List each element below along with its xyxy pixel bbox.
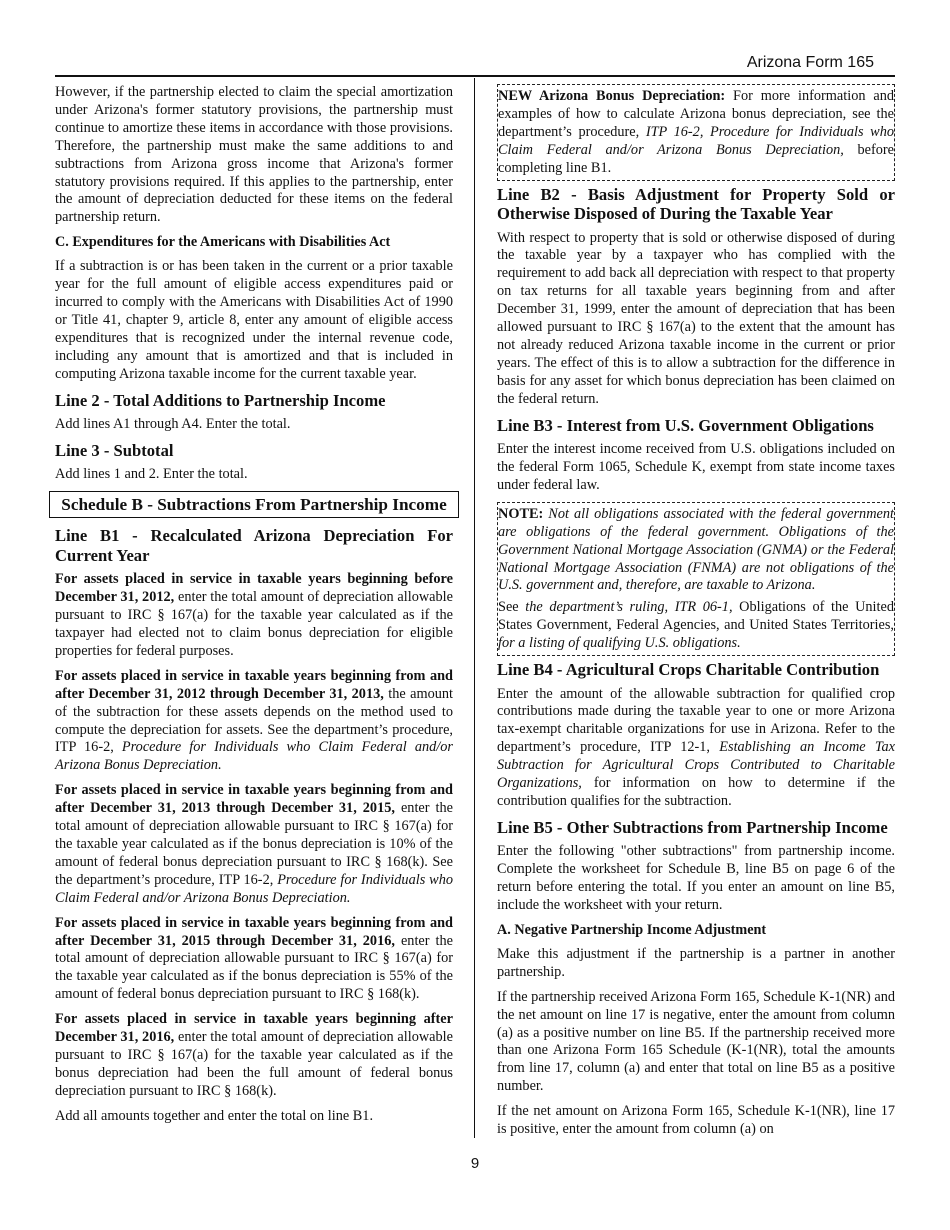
line-b3-heading: Line B3 - Interest from U.S. Government Obligations — [497, 415, 874, 435]
b1-p2-bold: For assets placed in service in taxable years beginning from and after December 31, 2012 through December 31, 2013, — [55, 667, 453, 702]
section-c-heading: C. Expenditures for the Americans with Disabilities Act — [55, 234, 391, 251]
bonus-box-italic: , ITP 16-2, Procedure for Individuals who Claim Federal and/or Arizona Bonus Depreciation, — [498, 123, 894, 158]
b1-paragraph-2 — [55, 668, 453, 775]
b1-paragraph-3 — [55, 782, 453, 907]
see-text-2: Obligations of the United States Government, Federal Agencies, and United States Territories, — [498, 599, 895, 634]
b1-p4-text: enter the total amount of depreciation allowable pursuant to IRC § 167(a) for the taxable year calculated as if the bonus depreciation is 55% of the amount of federal bonus depreciation pursuant to IRC § 168(k). — [55, 932, 454, 1003]
b1-p5-text: enter the total amount of depreciation allowable pursuant to IRC § 167(a) for the taxable year calculated as if the bonus depreciation had been the full amount of federal bonus depreciation pursuant to IRC § 168(k). — [55, 1029, 453, 1099]
section-a-text-1: Make this adjustment if the partnership is a partner in another partnership. — [497, 945, 895, 980]
b1-p1-bold: For assets placed in service in taxable years beginning before December 31, 2012, — [55, 571, 453, 606]
line-b1-heading: Line B1 - Recalculated Arizona Depreciation For Current Year — [55, 526, 453, 565]
b1-paragraph-1 — [55, 571, 453, 661]
line-b4-heading: Line B4 - Agricultural Crops Charitable Contribution — [497, 660, 880, 680]
b1-p2-italic: Procedure for Individuals who Claim Federal and/or Arizona Bonus Depreciation. — [55, 739, 453, 774]
b1-p3-text: enter the total amount of depreciation allowable pursuant to IRC § 167(a) for the taxable year calculated as if the bonus depreciation is 10% of the amount of federal bonus depreciation pursuant to IRC § 168(k). See the department’s procedure, ITP 16-2, — [55, 800, 454, 888]
b1-p5-bold: For assets placed in service in taxable years beginning after December 31, 2016, — [55, 1011, 453, 1046]
right-column — [497, 84, 895, 1146]
b1-p2-text: the amount of the subtraction for these assets depends on the method used to compute the depreciation for assets. See the department’s procedure, ITP 16-2, — [55, 685, 454, 756]
see-italic-1: the department’s ruling, ITR 06-1, — [525, 599, 733, 616]
bonus-box-text2: before completing line B1. — [498, 141, 895, 176]
note-italic: Not all obligations associated with the federal government are obligations of the federal government. Obligations of the Government National Mortgage Association (GNMA) or the Federal National Mortgage Association (FNMA) are not obligations of the U.S. government and, therefore, are taxable to Arizona. — [498, 505, 894, 594]
see-text-1: See — [498, 599, 526, 616]
left-column — [55, 84, 453, 1133]
note-box — [497, 502, 895, 656]
bonus-box-text: For more information and examples of how to calculate Arizona bonus depreciation, see the department’s procedure — [498, 88, 894, 140]
b4-text-2: for information on how to determine if the contribution qualifies for the subtraction. — [497, 775, 895, 809]
b1-paragraph-4 — [55, 915, 453, 1005]
see-italic-2: for a listing of qualifying U.S. obligations. — [498, 635, 741, 652]
column-divider — [474, 78, 475, 1138]
section-c-text: If a subtraction is or has been taken in the current or a prior taxable year for the full amount of eligible access expenditures paid or incurred to comply with the Americans with Disabilities Act of 1990 or Title 41, chapter 9, article 8, enter any amount of eligible access expenditures that is recognized under the internal revenue code, including any amount that is amortized and that is included in computing Arizona taxable income for the current taxable year. — [55, 258, 453, 382]
header-rule — [55, 75, 895, 77]
page-number: 9 — [470, 1155, 480, 1172]
section-a-heading: A. Negative Partnership Income Adjustment — [497, 922, 767, 939]
bonus-depreciation-text — [498, 88, 894, 178]
b1-p3-italic: Procedure for Individuals who Claim Federal and/or Arizona Bonus Depreciation. — [55, 871, 453, 906]
line-b2-text: With respect to property that is sold or otherwise disposed of during the taxable year by a taxpayer who has complied with the requirement to add back all depreciation with respect to that property on tax returns for all taxable years beginning from and after December 31, 1999, enter the amount of depreciation that has been allowed pursuant to IRC § 167(a) to the extent that the amount has not already reduced Arizona taxable income in the current or prior years. The effect of this is to allow a subtraction for the difference in basis for any asset for which bonus depreciation has been claimed on the federal return. — [497, 229, 895, 407]
b1-paragraph-5 — [55, 1011, 453, 1101]
section-a-text-2: If the partnership received Arizona Form 165, Schedule K-1(NR) and the net amount on line 17 is negative, enter the amount from column (a) as a positive number on line B5. If the partnership received more than one Arizona Form 165 Schedule (K-1(NR), total the amounts from line 17, column (a) and enter that total on line B5 as a positive number. — [497, 988, 895, 1095]
line-b5-heading: Line B5 - Other Subtractions from Partnership Income — [497, 817, 888, 837]
b1-paragraph-6: Add all amounts together and enter the total on line B1. — [55, 1107, 374, 1124]
line-b3-text: Enter the interest income received from U.S. obligations included on the federal Form 1065, Schedule K, exempt from state income taxes under federal law. — [497, 441, 895, 493]
line2-text: Add lines A1 through A4. Enter the total. — [55, 416, 291, 432]
b4-italic: Establishing an Income Tax Subtraction for Agricultural Crops Contributed to Charitable Organizations, — [497, 739, 895, 792]
b1-p4-bold: For assets placed in service in taxable years beginning from and after December 31, 2015 through December 31, 2016, — [55, 914, 453, 949]
intro-paragraph: However, if the partnership elected to claim the special amortization under Arizona's former statutory provisions, the partnership must continue to amortize these items in accordance with those provisions. Therefore, the partnership must make the same additions to and subtractions from Arizona gross income that Arizona's former statutory provisions required. If this applies to the partnership, enter the amount of depreciation deducted for these items on the federal partnership return. — [55, 84, 453, 226]
line-b2-heading: Line B2 - Basis Adjustment for Property Sold or Otherwise Disposed of During the Taxable Year — [497, 184, 895, 224]
note-text — [498, 506, 894, 596]
line2-heading: Line 2 - Total Additions to Partnership Income — [55, 390, 386, 410]
section-a-text-3: If the net amount on Arizona Form 165, Schedule K-1(NR), line 17 is positive, enter the amount from column (a) on — [497, 1103, 895, 1138]
line-b5-text: Enter the following "other subtractions" from partnership income. Complete the worksheet for Schedule B, line B5 on page 6 of the return before entering the total. If you enter an amount on line B5, include the worksheet with your return. — [497, 843, 895, 914]
note-label: NOTE: — [498, 505, 544, 522]
bonus-box-bold: NEW Arizona Bonus Depreciation: — [498, 88, 726, 104]
form-title: Arizona Form 165 — [746, 54, 874, 71]
line3-text: Add lines 1 and 2. Enter the total. — [55, 466, 248, 483]
b1-p3-bold: For assets placed in service in taxable years beginning from and after December 31, 2013 through December 31, 2015, — [55, 782, 453, 817]
b1-p1-text: enter the total amount of depreciation allowable pursuant to IRC § 167(a) for the taxable year calculated as if the taxpayer had elected not to claim bonus depreciation for eligible properties for federal purposes. — [55, 589, 453, 659]
bonus-depreciation-box — [497, 84, 895, 181]
line-b4-text — [497, 686, 895, 811]
line3-heading: Line 3 - Subtotal — [55, 440, 174, 460]
b4-text: Enter the amount of the allowable subtraction for qualified crop contributions made during the taxable year to one or more Arizona tax-exempt charitable organizations for use in Arizona. Refer to the department’s procedure, ITP 12-1, — [497, 685, 895, 756]
schedule-b-title: Schedule B - Subtractions From Partnership Income — [49, 491, 459, 518]
see-ruling-text — [498, 599, 894, 653]
